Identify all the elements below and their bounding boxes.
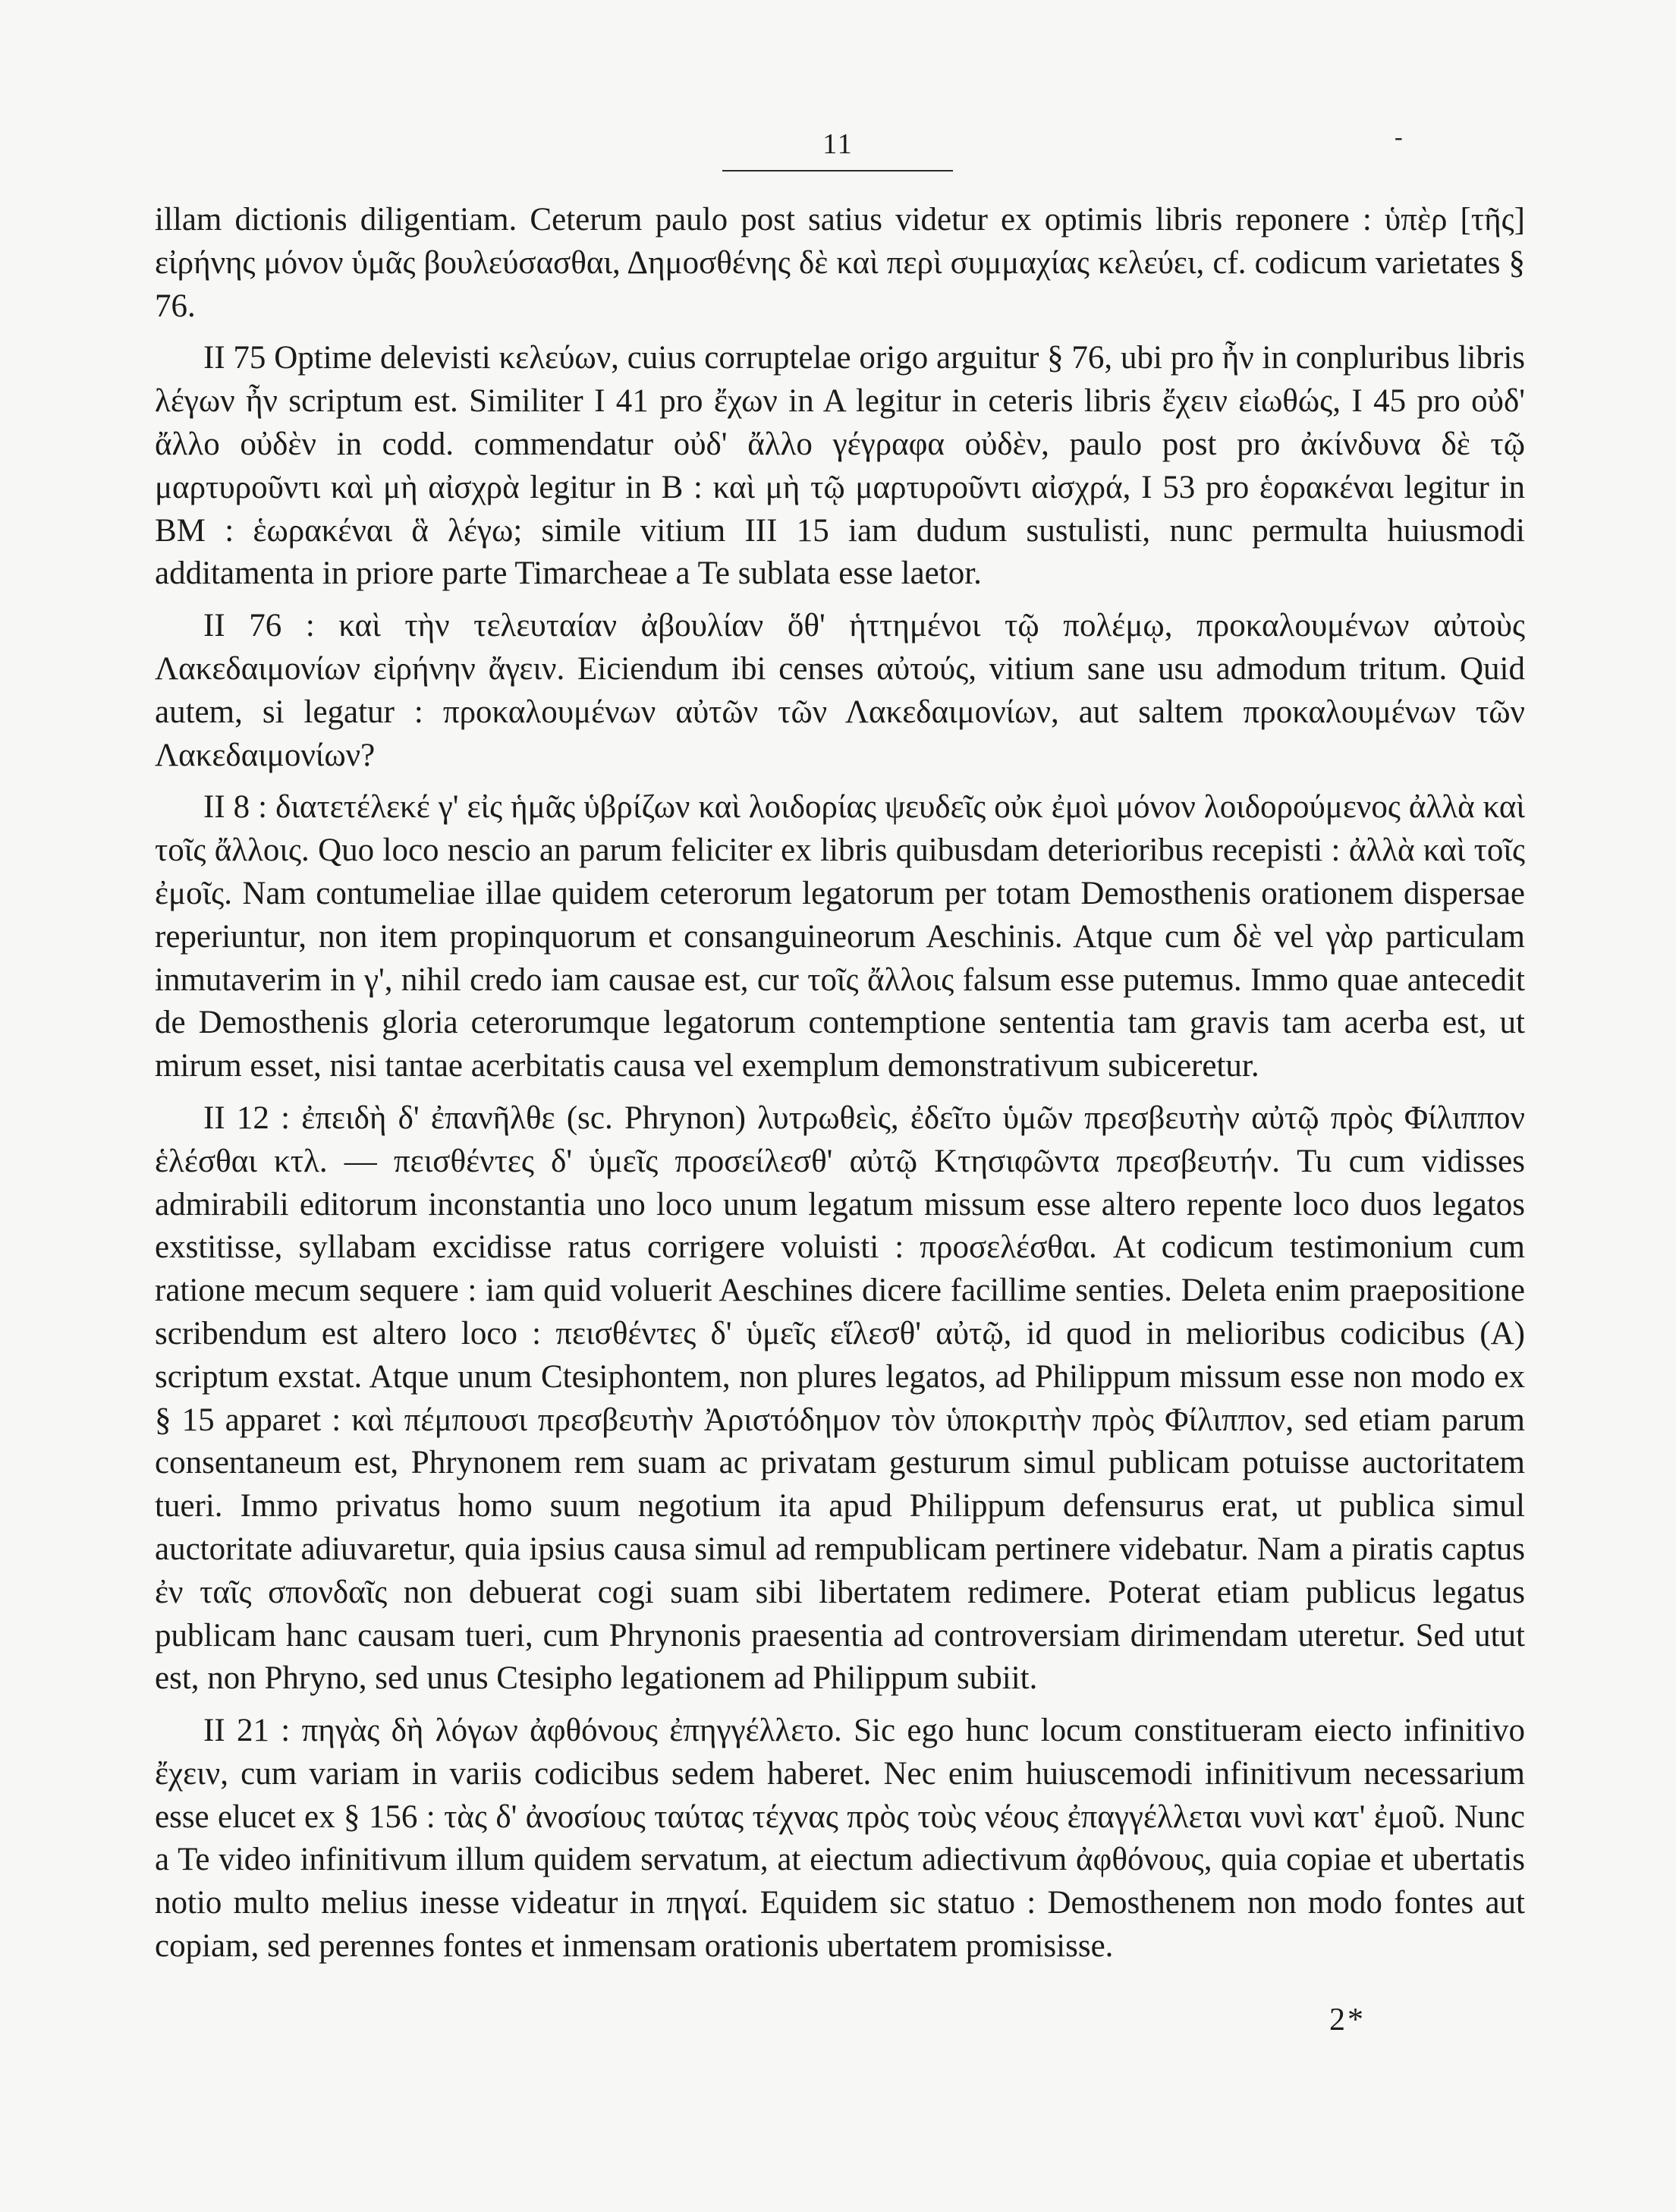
paragraph-ii-76: II 76 : καὶ τὴν τελευταίαν ἀβουλίαν ὅθ' ἡττημένοι τῷ πολέμῳ, προκαλουμένων αὐτοὺς Λακεδαιμονίων εἰρήνην ἄγειν. Eiciendum ibi censes αὐτούς, vitium sane usu admodum tritum. Quid autem, si legatur : προκαλουμένων αὐτῶν τῶν Λακεδαιμονίων, aut saltem προκαλουμένων τῶν Λακεδαιμονίων? (155, 608, 1525, 773)
header-rule (722, 170, 953, 171)
body-text (155, 199, 1525, 1968)
paragraph-continuation: illam dictionis diligentiam. Ceterum paulo post satius videtur ex optimis libris reponere : ὑπὲρ [τῆς] εἰρήνης μόνον ὑμᾶς βουλεύσασθαι, Δημοσθένης δὲ καὶ περὶ συμμαχίας κελεύει, cf. codicum varietates § 76. (155, 202, 1525, 324)
paragraph-ii-21: II 21 : πηγὰς δὴ λόγων ἀφθόνους ἐπηγγέλλετο. Sic ego hunc locum constitueram eiecto infinitivo ἔχειν, cum variam in variis codicibus sedem haberet. Nec enim huiuscemodi infinitivum necessarium esse elucet ex § 156 : τὰς δ' ἀνοσίους ταύτας τέχνας πρὸς τοὺς νέους ἐπαγγέλλεται νυνὶ κατ' ἐμοῦ. Nunc a Te video infinitivum illum quidem servatum, at eiectum adiectivum ἀφθόνους, quia copiae et ubertatis notio multo melius inesse videatur in πηγαί. Equidem sic statuo : Demosthenem non modo fontes aut copiam, sed perennes fontes et inmensam orationis ubertatem promisisse. (155, 1713, 1525, 1965)
page-number: 11 (822, 128, 854, 160)
paragraph-ii-12: II 12 : ἐπειδὴ δ' ἐπανῆλθε (sc. Phrynon) λυτρωθεὶς, ἐδεῖτο ὑμῶν πρεσβευτὴν αὐτῷ πρὸς Φίλιππον ἑλέσθαι κτλ. — πεισθέντες δ' ὑμεῖς προσείλεσθ' αὐτῷ Κτησιφῶντα πρεσβευτήν. Tu cum vidisses admirabili editorum inconstantia uno loco unum legatum missum esse altero repente loco duos legatos exstitisse, syllabam excidisse ratus corrigere voluisti : προσελέσθαι. At codicum testimonium cum ratione mecum sequere : iam quid voluerit Aeschines dicere facillime senties. Deleta enim praepositione scribendum est altero loco : πεισθέντες δ' ὑμεῖς εἵλεσθ' αὐτῷ, id quod in melioribus codicibus (A) scriptum exstat. Atque unum Ctesiphontem, non plures legatos, ad Philippum missum esse non modo ex § 15 apparet : καὶ πέμπουσι πρεσβευτὴν Ἀριστόδημον τὸν ὑποκριτὴν πρὸς Φίλιππον, sed etiam parum consentaneum est, Phrynonem rem suam ac privatam gesturum simul publicam potuisse auctoritatem tueri. Immo privatus homo suum negotium ita apud Philippum defensurus erat, ut publica simul auctoritate adiuvaretur, quia ipsius causa simul ad rempublicam pertinere videbatur. Nam a piratis captus ἐν ταῖς σπονδαῖς non debuerat cogi suam sibi libertatem redimere. Poterat etiam publicus legatus publicam hanc causam tueri, cum Phrynonis praesentia ad controversiam dirimendam uteretur. Sed utut est, non Phryno, sed unus Ctesipho legationem ad Philippum subiit. (155, 1100, 1525, 1697)
paragraph-ii-75: II 75 Optime delevisti κελεύων, cuius corruptelae origo arguitur § 76, ubi pro ἦν in conpluribus libris λέγων ἦν scriptum est. Similiter I 41 pro ἔχων in A legitur in ceteris libris ἔχειν εἰωθώς, I 45 pro οὐδ' ἄλλο οὐδὲν in codd. commendatur οὐδ' ἄλλο γέγραφα οὐδὲν, paulo post pro ἀκίνδυνα δὲ τῷ μαρτυροῦντι καὶ μὴ αἰσχρὰ legitur in B : καὶ μὴ τῷ μαρτυροῦντι αἰσχρά, I 53 pro ἑορακέναι legitur in BM : ἑωρακέναι ἃ λέγω; simile vitium III 15 iam dudum sustulisti, nunc permulta huiusmodi additamenta in priore parte Timarcheae a Te sublata esse laetor. (155, 340, 1525, 592)
paragraph-ii-8: II 8 : διατετέλεκέ γ' εἰς ἡμᾶς ὑβρίζων καὶ λοιδορίας ψευδεῖς οὐκ ἐμοὶ μόνον λοιδορούμενος ἀλλὰ καὶ τοῖς ἄλλοις. Quo loco nescio an parum feliciter ex libris quibusdam deterioribus recepisti : ἀλλὰ καὶ τοῖς ἐμοῖς. Nam contumeliae illae quidem ceterorum legatorum per totam Demosthenis orationem dispersae reperiuntur, non item propinquorum et consanguineorum Aeschinis. Atque cum δὲ vel γὰρ particulam inmutaverim in γ', nihil credo iam causae est, cur τοῖς ἄλλοις falsum esse putemus. Immo quae antecedit de Demosthenis gloria ceterorumque legatorum contemptione sententia tam gravis tam acerba est, ut mirum esset, nisi tantae acerbitatis causa vel exemplum demonstrativum subiceretur. (155, 789, 1525, 1084)
corner-mark: - (1395, 123, 1403, 150)
signature-mark: 2* (1329, 2003, 1366, 2037)
